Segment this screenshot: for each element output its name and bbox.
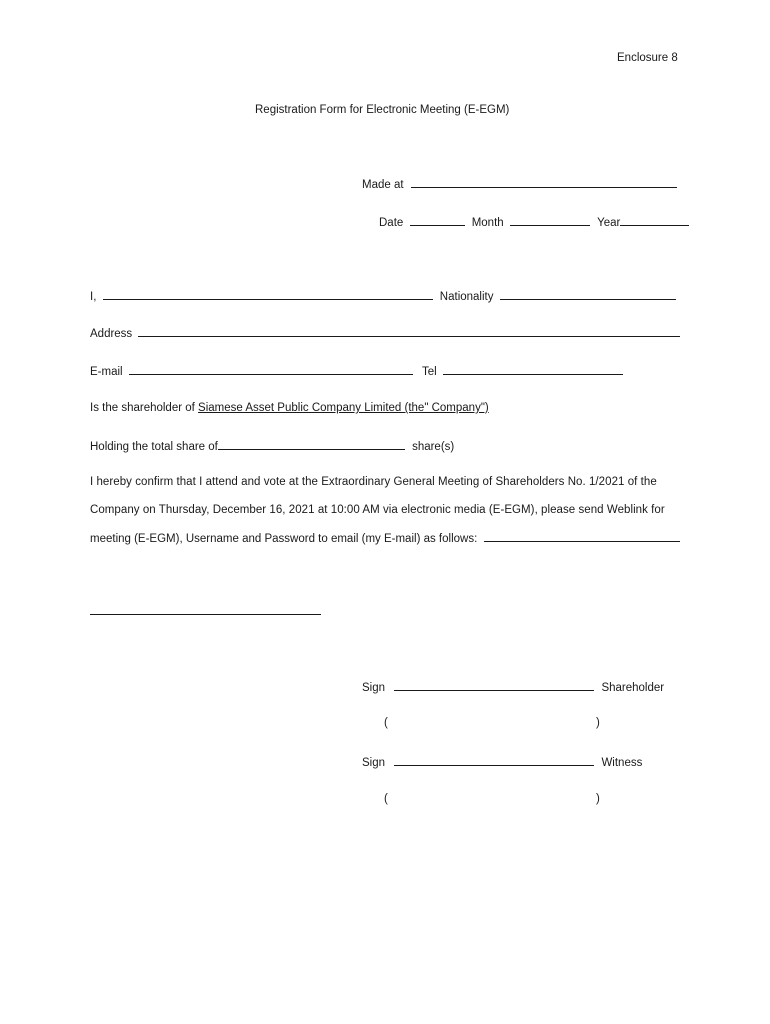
shareholder-signature-field[interactable]: [394, 679, 594, 691]
date-field[interactable]: [410, 214, 465, 226]
shareholder-role: Shareholder: [601, 682, 665, 694]
shareholder-prefix: Is the shareholder of: [90, 402, 195, 414]
shareholder-row: [90, 401, 489, 415]
made-at-row: [362, 176, 677, 192]
shareholder-sign-row: [362, 679, 664, 695]
extra-line-row: [90, 603, 321, 619]
confirm-line-1: I hereby confirm that I attend and vote at the Extraordinary General Meeting of Shareholders No. 1/2021 of the: [90, 476, 657, 488]
date-label: Date: [379, 217, 404, 229]
made-at-field[interactable]: [411, 176, 677, 188]
shareholder-close-paren: ): [596, 717, 600, 729]
name-row: [90, 288, 676, 304]
nationality-label: Nationality: [439, 291, 494, 303]
witness-open-paren: (: [384, 793, 388, 805]
witness-sign-row: [362, 754, 642, 770]
year-label: Year: [597, 217, 621, 229]
enclosure-label: Enclosure 8: [617, 52, 678, 64]
form-title: Registration Form for Electronic Meeting (E-EGM): [255, 104, 510, 116]
confirm-line-3-row: [90, 530, 680, 546]
nationality-field[interactable]: [500, 288, 676, 300]
date-row: [379, 214, 689, 230]
i-label: I,: [90, 291, 97, 303]
contact-row: [90, 363, 623, 379]
name-field[interactable]: [103, 288, 433, 300]
confirm-line-2: Company on Thursday, December 16, 2021 at 10:00 AM via electronic media (E-EGM), please send Weblink for: [90, 504, 665, 516]
holding-row: [90, 438, 454, 454]
month-field[interactable]: [510, 214, 590, 226]
holding-field[interactable]: [218, 438, 405, 450]
tel-field[interactable]: [443, 363, 623, 375]
sign-label-shareholder: Sign: [362, 682, 386, 694]
weblink-email-field[interactable]: [484, 530, 680, 542]
address-field[interactable]: [138, 325, 680, 337]
address-label: Address: [90, 328, 133, 340]
extra-blank-line[interactable]: [90, 603, 321, 615]
shareholder-open-paren: (: [384, 717, 388, 729]
email-label: E-mail: [90, 366, 123, 378]
shares-label: share(s): [412, 441, 455, 453]
witness-close-paren: ): [596, 793, 600, 805]
month-label: Month: [471, 217, 504, 229]
address-row: [90, 325, 680, 341]
year-field[interactable]: [620, 214, 689, 226]
confirm-line-3: meeting (E-EGM), Username and Password to email (my E-mail) as follows:: [90, 533, 478, 545]
tel-label: Tel: [422, 366, 437, 378]
holding-label: Holding the total share of: [90, 441, 218, 453]
witness-role: Witness: [601, 757, 643, 769]
company-name: Siamese Asset Public Company Limited (the" Company"): [198, 402, 489, 414]
sign-label-witness: Sign: [362, 757, 386, 769]
witness-signature-field[interactable]: [394, 754, 594, 766]
email-field[interactable]: [129, 363, 413, 375]
made-at-label: Made at: [362, 179, 404, 191]
